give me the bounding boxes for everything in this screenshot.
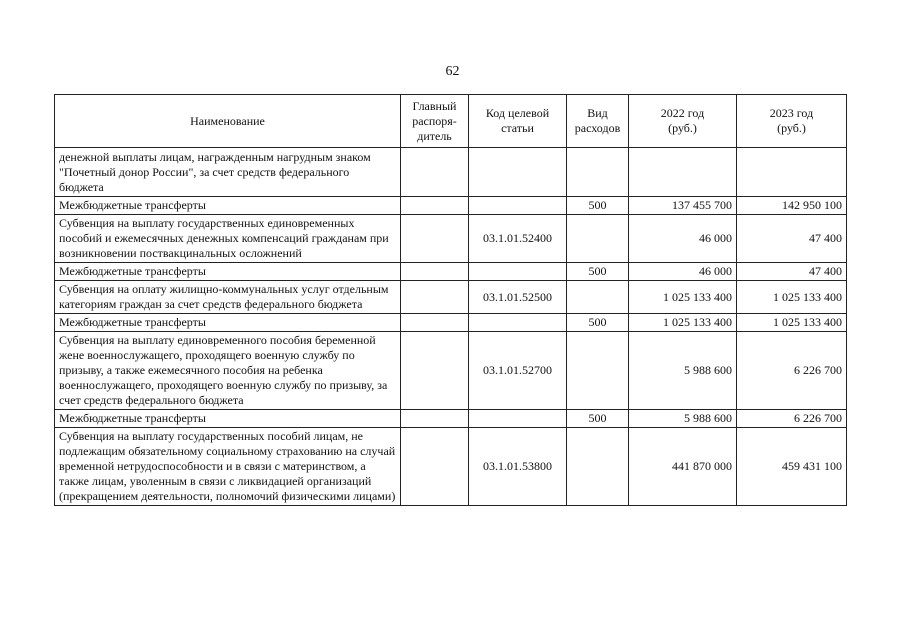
table-row (55, 410, 847, 428)
cell-name: Межбюджетные трансферты (55, 263, 401, 281)
cell-kind (567, 428, 629, 506)
cell-kind (567, 215, 629, 263)
cell-name: денежной выплаты лицам, награжденным нагрудным знаком "Почетный донор России", за счет средств федерального бюджета (55, 148, 401, 197)
table-row (55, 332, 847, 410)
cell-year-2022 (629, 148, 737, 197)
cell-year-2023: 47 400 (737, 263, 847, 281)
cell-name: Субвенция на оплату жилищно-коммунальных услуг отдельным категориям граждан за счет средств федерального бюджета (55, 281, 401, 314)
cell-admin (401, 148, 469, 197)
cell-year-2023: 6 226 700 (737, 410, 847, 428)
cell-code (469, 148, 567, 197)
header-year-2022: 2022 год (руб.) (629, 95, 737, 148)
cell-year-2023 (737, 148, 847, 197)
cell-kind (567, 148, 629, 197)
cell-kind: 500 (567, 410, 629, 428)
cell-year-2022: 5 988 600 (629, 332, 737, 410)
cell-kind (567, 281, 629, 314)
cell-kind: 500 (567, 197, 629, 215)
cell-name: Субвенция на выплату государственных пособий лицам, не подлежащим обязательному социальному страхованию на случай временной нетрудоспособности и в связи с материнством, а также лицам, уволенным в связи с ликвидацией организаций (прекращением деятельности, полномочий физическими лицами) (55, 428, 401, 506)
table-row (55, 281, 847, 314)
cell-year-2022: 5 988 600 (629, 410, 737, 428)
cell-code: 03.1.01.52700 (469, 332, 567, 410)
table-row (55, 148, 847, 197)
cell-year-2022: 46 000 (629, 263, 737, 281)
cell-admin (401, 428, 469, 506)
cell-year-2023: 47 400 (737, 215, 847, 263)
table-row (55, 215, 847, 263)
cell-admin (401, 332, 469, 410)
cell-code (469, 197, 567, 215)
header-admin: Главный распоря- дитель (401, 95, 469, 148)
page-number: 62 (445, 64, 460, 79)
table-row (55, 314, 847, 332)
cell-year-2023: 1 025 133 400 (737, 281, 847, 314)
cell-kind: 500 (567, 314, 629, 332)
cell-code (469, 263, 567, 281)
cell-year-2022: 137 455 700 (629, 197, 737, 215)
cell-year-2023: 459 431 100 (737, 428, 847, 506)
cell-kind (567, 332, 629, 410)
cell-admin (401, 314, 469, 332)
header-kind: Вид расходов (567, 95, 629, 148)
cell-admin (401, 263, 469, 281)
cell-name: Межбюджетные трансферты (55, 314, 401, 332)
cell-code: 03.1.01.53800 (469, 428, 567, 506)
cell-admin (401, 281, 469, 314)
cell-admin (401, 197, 469, 215)
cell-year-2022: 1 025 133 400 (629, 281, 737, 314)
cell-code: 03.1.01.52400 (469, 215, 567, 263)
cell-year-2023: 142 950 100 (737, 197, 847, 215)
budget-table (54, 94, 847, 506)
cell-name: Межбюджетные трансферты (55, 197, 401, 215)
header-year-2023: 2023 год (руб.) (737, 95, 847, 148)
table-row (55, 263, 847, 281)
cell-name: Межбюджетные трансферты (55, 410, 401, 428)
header-code: Код целевой статьи (469, 95, 567, 148)
table-header-row (55, 95, 847, 148)
cell-year-2023: 6 226 700 (737, 332, 847, 410)
cell-admin (401, 410, 469, 428)
cell-year-2022: 46 000 (629, 215, 737, 263)
cell-code (469, 314, 567, 332)
table-row (55, 197, 847, 215)
cell-kind: 500 (567, 263, 629, 281)
table-row (55, 428, 847, 506)
cell-code: 03.1.01.52500 (469, 281, 567, 314)
cell-name: Субвенция на выплату единовременного пособия беременной жене военнослужащего, проходящего военную службу по призыву, а также ежемесячного пособия на ребенка военнослужащего, проходящего военную службу по призыву, за счет средств федерального бюджета (55, 332, 401, 410)
cell-code (469, 410, 567, 428)
cell-name: Субвенция на выплату государственных единовременных пособий и ежемесячных денежных компенсаций гражданам при возникновении поствакцинальных осложнений (55, 215, 401, 263)
cell-year-2023: 1 025 133 400 (737, 314, 847, 332)
cell-year-2022: 1 025 133 400 (629, 314, 737, 332)
cell-admin (401, 215, 469, 263)
header-name: Наименование (55, 95, 401, 148)
cell-year-2022: 441 870 000 (629, 428, 737, 506)
